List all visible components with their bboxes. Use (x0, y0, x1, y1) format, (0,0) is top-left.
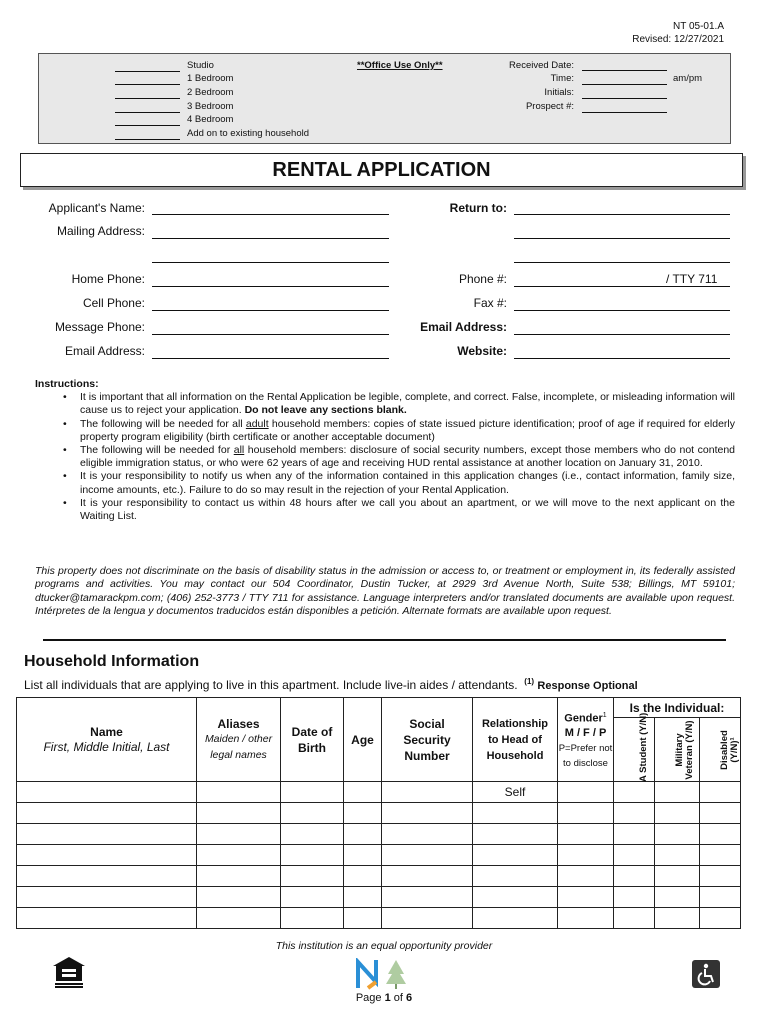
aliases-header-text: Aliases (217, 716, 260, 731)
instruction-item (80, 444, 735, 470)
unit-line-addon[interactable] (115, 139, 180, 140)
return-email-field[interactable] (514, 334, 730, 335)
table-cell[interactable] (700, 803, 741, 824)
relationship-cell[interactable]: Self (473, 782, 558, 803)
table-cell[interactable] (382, 887, 473, 908)
accessibility-icon (692, 960, 720, 988)
table-cell[interactable] (17, 866, 197, 887)
instruction-text: The following will be needed for (80, 444, 234, 457)
table-cell[interactable] (473, 866, 558, 887)
table-cell[interactable] (281, 845, 344, 866)
table-cell[interactable] (382, 824, 473, 845)
office-use-heading: **Office Use Only** (357, 60, 443, 71)
table-cell[interactable] (700, 845, 741, 866)
initials-line[interactable] (582, 98, 667, 99)
table-cell[interactable] (473, 824, 558, 845)
unit-label: Add on to existing household (187, 128, 310, 139)
table-cell[interactable] (197, 908, 281, 929)
table-cell[interactable] (655, 866, 700, 887)
table-cell[interactable] (700, 782, 741, 803)
time-line[interactable] (582, 84, 667, 85)
table-cell[interactable] (558, 782, 614, 803)
name-header (17, 698, 197, 782)
relationship-header: Relationship to Head of Household (473, 698, 558, 782)
table-cell[interactable] (655, 824, 700, 845)
table-cell[interactable] (700, 824, 741, 845)
mailing-address-label: Mailing Address: (56, 224, 145, 238)
table-cell[interactable] (344, 908, 382, 929)
table-cell[interactable] (281, 908, 344, 929)
home-phone-field[interactable] (152, 286, 389, 287)
received-date-line[interactable] (582, 70, 667, 71)
return-to-field[interactable] (514, 214, 730, 215)
table-cell[interactable] (558, 845, 614, 866)
instruction-bold: Do not leave any sections blank. (244, 404, 407, 417)
aliases-header (197, 698, 281, 782)
table-cell[interactable] (382, 782, 473, 803)
unit-label: 4 Bedroom (187, 114, 234, 125)
unit-line-4br[interactable] (115, 125, 180, 126)
table-row (17, 845, 741, 866)
table-row (17, 866, 741, 887)
footnote-mark: (1) (524, 677, 535, 686)
unit-line-studio[interactable] (115, 71, 180, 72)
table-cell[interactable] (614, 887, 655, 908)
page-total: 6 (406, 992, 413, 1004)
email-address-field[interactable] (152, 358, 389, 359)
table-cell[interactable] (700, 866, 741, 887)
website-field[interactable] (514, 358, 730, 359)
ssn-header: Social Security Number (382, 698, 473, 782)
instruction-text: The following will be needed for all (80, 417, 246, 430)
table-cell[interactable] (344, 845, 382, 866)
cell-phone-field[interactable] (152, 310, 389, 311)
nondiscrimination-statement: This property does not discriminate on the basis of disability status in the admission or access to, or treatment or employment in, its federally assisted programs and activities. You may contact our 504 Coordinator, Dustin Tucker, at 2929 3rd Avenue North, Suite 538; Billings, MT 59101; dtucker@tamarackpm.com; (406) 252-3773 / TTY 711 for assistance. Language interpreters and/or translated documents are available upon request. Intérpretes de la lengua y documentos traducidos están disponibles a petición. Alternate formats are available upon request. (35, 565, 735, 618)
table-cell[interactable] (382, 803, 473, 824)
table-cell[interactable] (473, 845, 558, 866)
equal-housing-logo (50, 955, 88, 991)
unit-line-3br[interactable] (115, 112, 180, 113)
applicant-name-label: Applicant's Name: (48, 201, 145, 215)
table-row (17, 887, 741, 908)
household-instructions: List all individuals that are applying to live in this apartment. Include live-in aides / attendants. (24, 678, 518, 692)
table-cell[interactable] (473, 803, 558, 824)
instruction-text: household members: copies of state issued picture identification; proof of age if required for elderly property program eligibility (birth certificate or another acceptable document) (80, 417, 735, 443)
table-cell[interactable] (344, 824, 382, 845)
section-divider (43, 639, 726, 641)
veteran-header-text: Military Veteran (Y/N) (674, 719, 695, 780)
instruction-text: It is important that all information on the Rental Application be legible, complete, and correct. False, incomplete, or misleading information will cause us to reject your application. (80, 391, 735, 417)
table-cell[interactable] (344, 887, 382, 908)
name-header-sub: First, Middle Initial, Last (43, 739, 170, 754)
table-cell[interactable] (17, 908, 197, 929)
table-cell[interactable] (700, 887, 741, 908)
table-cell[interactable] (655, 803, 700, 824)
table-cell[interactable] (558, 803, 614, 824)
phone-label: Phone #: (458, 272, 507, 286)
table-cell[interactable] (382, 908, 473, 929)
instruction-underline: all (233, 444, 245, 457)
table-cell[interactable] (17, 824, 197, 845)
disabled-header (700, 718, 741, 782)
table-cell[interactable] (655, 782, 700, 803)
instructions-heading: Instructions: (35, 378, 99, 390)
mailing-address-field[interactable] (152, 238, 389, 239)
is-individual-header: Is the Individual: (614, 698, 741, 718)
table-cell[interactable] (17, 887, 197, 908)
return-to-label: Return to: (449, 201, 507, 215)
table-cell[interactable] (614, 845, 655, 866)
office-use-box (38, 53, 731, 144)
response-optional-note: Response Optional (537, 680, 638, 692)
dob-header: Date of Birth (281, 698, 344, 782)
table-cell[interactable] (382, 845, 473, 866)
instruction-text: household members: disclosure of social security numbers, except those members who do not contend eligible immigration status, or who were 62 years of age and receiving HUD rental assistance at another location on January 31, 2010. (80, 444, 736, 470)
gender-options: M / F / P (564, 727, 607, 740)
gender-sub: P=Prefer not to disclose (558, 743, 613, 770)
table-cell[interactable] (17, 803, 197, 824)
household-table (16, 697, 741, 929)
instruction-item: • It is your responsibility to contact us within 48 hours after we call you about an apartment, or we will move to the next applicant on the Waiting List. (80, 497, 735, 523)
table-cell[interactable] (700, 908, 741, 929)
applicant-name-field[interactable] (152, 214, 389, 215)
instructions (35, 378, 735, 523)
gender-header-text: Gender (564, 712, 603, 725)
gender-header (558, 698, 614, 782)
fax-field[interactable] (514, 310, 730, 311)
table-cell[interactable] (197, 824, 281, 845)
name-header-text: Name (90, 724, 123, 739)
table-cell[interactable] (344, 803, 382, 824)
instruction-underline: adult (245, 417, 269, 430)
form-number: NT 05-01.A (673, 21, 724, 32)
unit-line-2br[interactable] (115, 98, 180, 99)
tty-label: / TTY 711 (666, 272, 718, 286)
table-cell[interactable] (655, 887, 700, 908)
gender-footnote: 1 (602, 711, 607, 719)
email-address-label: Email Address: (64, 344, 145, 358)
table-cell[interactable] (558, 866, 614, 887)
table-cell[interactable] (281, 824, 344, 845)
unit-label: Studio (187, 60, 214, 71)
instruction-item: • It is your responsibility to notify us when any of the information contained in this application changes (i.e., contact information, family size, income amounts, etc.). Failure to do so may result in the rejection of your Rental Application. (80, 470, 735, 496)
veteran-header (655, 718, 700, 782)
instruction-item (80, 418, 735, 444)
table-row (17, 803, 741, 824)
received-date-label: Received Date: (509, 60, 574, 71)
table-cell[interactable] (281, 866, 344, 887)
document-number (632, 20, 724, 46)
table-row (17, 824, 741, 845)
prospect-line[interactable] (582, 112, 667, 113)
table-cell[interactable] (197, 803, 281, 824)
table-cell[interactable] (382, 866, 473, 887)
table-cell[interactable] (197, 866, 281, 887)
phone-field[interactable] (514, 286, 730, 287)
fax-label: Fax #: (473, 296, 507, 310)
page-number (0, 992, 768, 1004)
message-phone-label: Message Phone: (54, 320, 145, 334)
revision-date: Revised: 12/27/2021 (632, 34, 724, 45)
table-row (17, 782, 741, 803)
table-cell[interactable] (655, 908, 700, 929)
mailing-address-field-2[interactable] (152, 262, 389, 263)
table-cell[interactable] (197, 887, 281, 908)
table-cell[interactable] (17, 782, 197, 803)
age-header: Age (344, 698, 382, 782)
table-cell[interactable] (614, 824, 655, 845)
page-prefix: Page (355, 992, 385, 1004)
aliases-header-sub: Maiden / other legal names (204, 732, 273, 761)
cell-phone-label: Cell Phone: (82, 296, 145, 310)
table-cell[interactable] (344, 782, 382, 803)
unit-label: 1 Bedroom (187, 73, 234, 84)
table-cell[interactable] (655, 845, 700, 866)
return-to-field-2[interactable] (514, 238, 730, 239)
table-cell[interactable] (473, 887, 558, 908)
home-phone-label: Home Phone: (71, 272, 145, 286)
ampm-label: am/pm (673, 73, 703, 84)
prospect-label: Prospect #: (525, 101, 574, 112)
table-cell[interactable] (614, 782, 655, 803)
instructions-list (80, 391, 735, 523)
return-email-label: Email Address: (420, 320, 507, 334)
website-label: Website: (457, 344, 507, 358)
form-title: RENTAL APPLICATION (20, 153, 743, 187)
household-subtitle (24, 677, 638, 692)
table-cell[interactable] (281, 887, 344, 908)
student-header (614, 712, 655, 782)
table-cell[interactable] (558, 887, 614, 908)
page-of: of (390, 992, 407, 1004)
company-logo (356, 958, 412, 990)
table-cell[interactable] (473, 908, 558, 929)
table-cell[interactable] (197, 782, 281, 803)
time-label: Time: (550, 73, 574, 84)
unit-label: 3 Bedroom (187, 101, 234, 112)
table-cell[interactable] (197, 845, 281, 866)
instruction-item (80, 391, 735, 417)
disabled-header-text: Disabled (Y/N)¹ (719, 729, 740, 770)
table-row (17, 908, 741, 929)
page-current: 1 (384, 992, 391, 1004)
equal-opportunity-note: This institution is an equal opportunity provider (275, 940, 493, 952)
table-cell[interactable] (17, 845, 197, 866)
table-cell[interactable] (614, 866, 655, 887)
table-cell[interactable] (344, 866, 382, 887)
return-to-field-3[interactable] (514, 262, 730, 263)
initials-label: Initials: (544, 87, 574, 98)
household-title: Household Information (24, 653, 200, 670)
unit-line-1br[interactable] (115, 84, 180, 85)
table-cell[interactable] (281, 803, 344, 824)
table-cell[interactable] (281, 782, 344, 803)
table-cell[interactable] (558, 908, 614, 929)
table-cell[interactable] (558, 824, 614, 845)
student-header-text: A Student (Y/N) (638, 712, 649, 782)
table-cell[interactable] (614, 803, 655, 824)
unit-label: 2 Bedroom (187, 87, 234, 98)
table-cell[interactable] (614, 908, 655, 929)
message-phone-field[interactable] (152, 334, 389, 335)
